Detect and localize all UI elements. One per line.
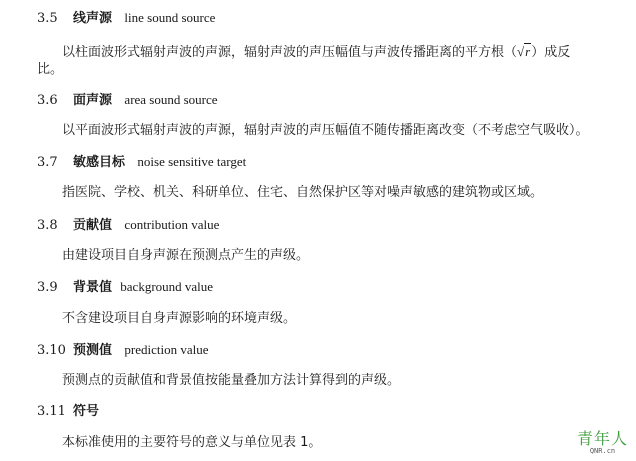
term-heading-3-6: [37, 92, 218, 109]
term-number: 3.10: [37, 343, 66, 358]
term-chinese: 面声源: [73, 93, 113, 108]
sqrt-r-symbol: r: [525, 44, 531, 59]
term-heading-3-9: [37, 279, 213, 296]
term-english: area sound source: [124, 92, 218, 107]
term-chinese: 预测值: [73, 343, 113, 358]
term-chinese: 背景值: [73, 280, 113, 295]
term-heading-3-5: [37, 10, 215, 27]
term-definition-3-10: 预测点的贡献值和背景值按能量叠加方法计算得到的声级。: [62, 373, 401, 388]
term-english: line sound source: [124, 10, 216, 25]
term-definition-3-7: 指医院、学校、机关、科研单位、住宅、自然保护区等对噪声敏感的建筑物或区域。: [62, 185, 544, 200]
watermark-url: QNR.cn: [589, 447, 616, 455]
term-english: background value: [120, 279, 214, 294]
term-definition-3-5: [62, 44, 570, 61]
term-chinese: 符号: [73, 404, 100, 419]
term-definition-3-11: 本标准使用的主要符号的意义与单位见表 1。: [62, 435, 322, 450]
term-definition-3-5-cont: 比。: [37, 62, 64, 77]
term-chinese: 敏感目标: [73, 155, 126, 170]
definition-text-end: ）成反: [531, 45, 571, 60]
term-heading-3-7: [37, 154, 246, 171]
term-heading-3-10: [37, 342, 209, 359]
term-heading-3-8: [37, 217, 219, 234]
term-english: prediction value: [124, 342, 209, 357]
term-heading-3-11: [37, 404, 99, 420]
term-definition-3-8: 由建设项目自身声源在预测点产生的声级。: [62, 248, 310, 263]
term-chinese: 贡献值: [73, 218, 113, 233]
term-chinese: 线声源: [73, 11, 113, 26]
term-definition-3-6: 以平面波形式辐射声波的声源，辐射声波的声压幅值不随传播距离改变（不考虑空气吸收）。: [62, 123, 589, 138]
definition-text: 以柱面波形式辐射声波的声源，辐射声波的声压幅值与声波传播距离的平方根（: [62, 45, 518, 60]
term-english: noise sensitive target: [137, 154, 247, 169]
term-number: 3.7: [37, 155, 58, 170]
term-number: 3.8: [37, 218, 58, 233]
sqrt-r-formula: √r: [517, 44, 531, 59]
term-number: 3.9: [37, 280, 58, 295]
term-english: contribution value: [124, 217, 220, 232]
term-number: 3.11: [37, 404, 66, 419]
watermark-logo: [577, 426, 628, 455]
term-number: 3.5: [37, 11, 58, 26]
term-number: 3.6: [37, 93, 58, 108]
term-definition-3-9: 不含建设项目自身声源影响的环境声级。: [62, 311, 297, 326]
watermark-mark: 青年人: [576, 429, 628, 448]
